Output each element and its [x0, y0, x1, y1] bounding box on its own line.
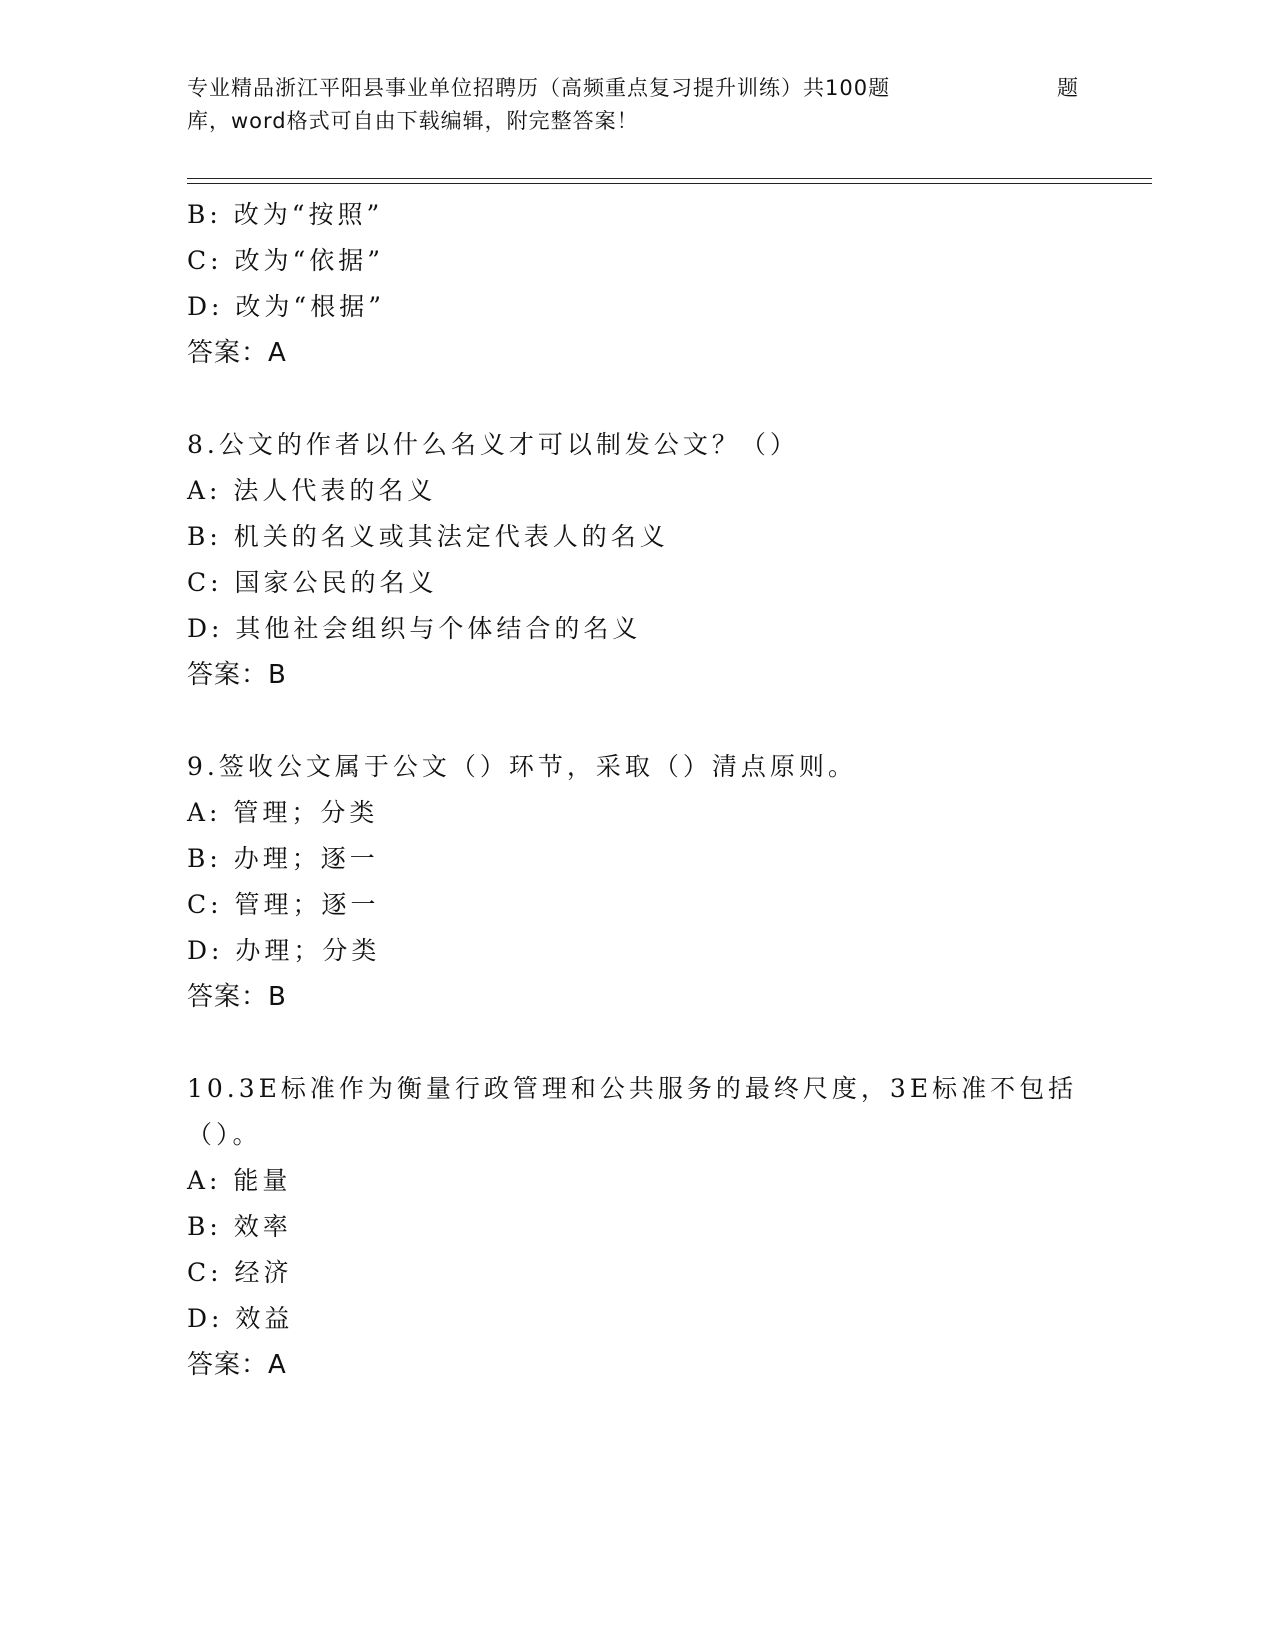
option-b: B: 机关的名义或其法定代表人的名义 [187, 522, 669, 551]
spacer [187, 1020, 1087, 1066]
question-10 [187, 1066, 1087, 1388]
question-list [187, 192, 1087, 1388]
option-b: B: 办理；逐一 [187, 844, 379, 873]
option-d: D: 办理；分类 [187, 936, 381, 965]
option-a: A: 能量 [187, 1166, 292, 1195]
question-9 [187, 744, 1087, 1020]
option-d: D: 其他社会组织与个体结合的名义 [187, 614, 642, 643]
option-c: C: 经济 [187, 1258, 293, 1287]
question-8 [187, 422, 1087, 698]
option-c: C: 改为“依据” [187, 246, 385, 275]
option-a: A: 法人代表的名义 [187, 476, 437, 505]
option-d: D: 改为“根据” [187, 292, 385, 321]
header-line-1-tail: 题 [1057, 76, 1079, 100]
header-line-1: 专业精品浙江平阳县事业单位招聘历（高频重点复习提升训练）共100题 [187, 76, 891, 100]
option-b: B: 效率 [187, 1212, 292, 1241]
question-7-continuation [187, 192, 1087, 376]
option-a: A: 管理；分类 [187, 798, 379, 827]
header-divider-top [187, 178, 1152, 179]
answer: 答案：A [187, 1350, 287, 1380]
question-text-line-2: （）。 [187, 1120, 262, 1149]
header-line-2: 库，word格式可自由下载编辑，附完整答案！ [187, 109, 639, 133]
answer: 答案：B [187, 660, 287, 690]
answer: 答案：B [187, 982, 287, 1012]
spacer [187, 376, 1087, 422]
option-c: C: 管理；逐一 [187, 890, 380, 919]
option-d: D: 效益 [187, 1304, 294, 1333]
question-text: 8.公文的作者以什么名义才可以制发公文？（） [187, 430, 799, 459]
option-c: C: 国家公民的名义 [187, 568, 438, 597]
answer: 答案：A [187, 338, 287, 368]
document-header [187, 72, 1087, 138]
question-text-line-1: 10.3E标准作为衡量行政管理和公共服务的最终尺度，3E标准不包括 [187, 1074, 1078, 1103]
question-text: 9.签收公文属于公文（）环节，采取（）清点原则。 [187, 752, 857, 781]
spacer [187, 698, 1087, 744]
option-b: B: 改为“按照” [187, 200, 384, 229]
header-divider-bottom [187, 183, 1152, 184]
